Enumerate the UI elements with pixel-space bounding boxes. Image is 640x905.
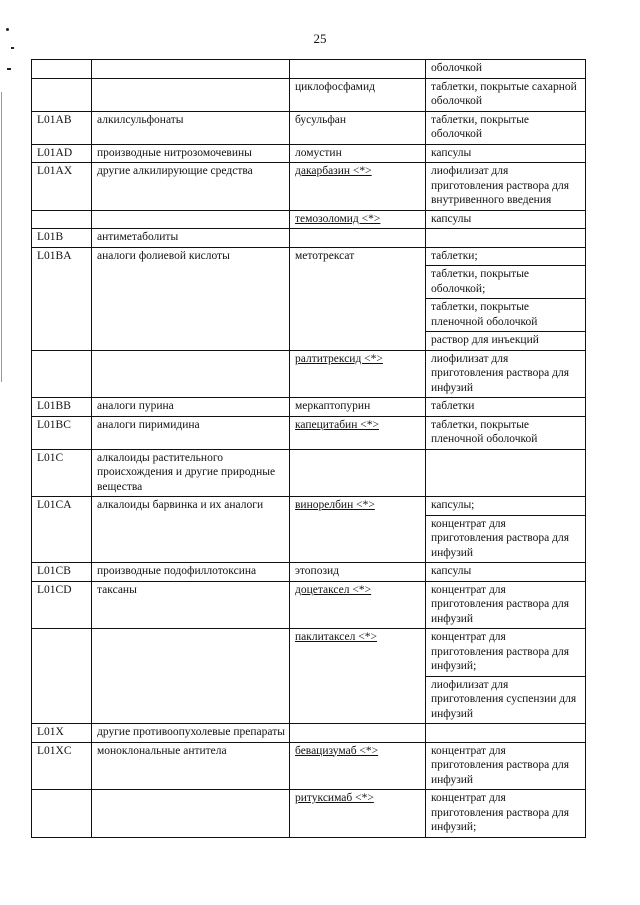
atc-code-cell: L01C <box>32 449 92 497</box>
table-row <box>32 724 586 743</box>
table-row <box>32 144 586 163</box>
table-row <box>32 398 586 417</box>
drug-cell <box>290 229 426 248</box>
dosage-form-cell: капсулы; <box>426 497 586 516</box>
drug-link[interactable]: доцетаксел <*> <box>290 581 426 629</box>
drug-link[interactable]: паклитаксел <*> <box>290 629 426 724</box>
group-cell: производные нитрозомочевины <box>92 144 290 163</box>
dosage-form-cell: капсулы <box>426 563 586 582</box>
dosage-form-cell: лиофилизат для приготовления раствора для инфузий <box>426 350 586 398</box>
table-row <box>32 742 586 790</box>
drug-cell: ломустин <box>290 144 426 163</box>
drug-link[interactable]: дакарбазин <*> <box>290 163 426 211</box>
group-cell: производные подофиллотоксина <box>92 563 290 582</box>
atc-code-cell <box>32 790 92 838</box>
drug-cell <box>290 60 426 79</box>
atc-code-cell: L01AX <box>32 163 92 211</box>
dosage-form-cell: концентрат для приготовления раствора для инфузий; <box>426 629 586 677</box>
table-row <box>32 416 586 449</box>
atc-code-cell <box>32 350 92 398</box>
group-cell: таксаны <box>92 581 290 629</box>
dosage-form-cell: концентрат для приготовления раствора для инфузий <box>426 581 586 629</box>
drug-cell <box>290 724 426 743</box>
drug-cell <box>290 449 426 497</box>
group-cell <box>92 78 290 111</box>
drug-cell: меркаптопурин <box>290 398 426 417</box>
group-cell: антиметаболиты <box>92 229 290 248</box>
table-row <box>32 229 586 248</box>
dosage-form-cell: таблетки <box>426 398 586 417</box>
dosage-form-cell: капсулы <box>426 210 586 229</box>
group-cell: аналоги фолиевой кислоты <box>92 247 290 350</box>
group-cell: другие алкилирующие средства <box>92 163 290 211</box>
group-cell: моноклональные антитела <box>92 742 290 790</box>
atc-code-cell: L01X <box>32 724 92 743</box>
dosage-form-cell: концентрат для приготовления раствора для инфузий <box>426 742 586 790</box>
group-cell: другие противоопухолевые препараты <box>92 724 290 743</box>
drug-link[interactable]: ралтитрексид <*> <box>290 350 426 398</box>
drug-cell: метотрексат <box>290 247 426 350</box>
drug-link[interactable]: темозоломид <*> <box>290 210 426 229</box>
table-row <box>32 247 586 266</box>
dosage-form-cell <box>426 724 586 743</box>
table-row <box>32 449 586 497</box>
table-row <box>32 78 586 111</box>
table-row <box>32 210 586 229</box>
atc-code-cell: L01CD <box>32 581 92 629</box>
group-cell: аналоги пурина <box>92 398 290 417</box>
group-cell <box>92 629 290 724</box>
drug-link[interactable]: винорелбин <*> <box>290 497 426 563</box>
atc-code-cell: L01B <box>32 229 92 248</box>
drug-link[interactable]: капецитабин <*> <box>290 416 426 449</box>
table-row <box>32 111 586 144</box>
atc-code-cell <box>32 629 92 724</box>
dosage-form-cell: лиофилизат для приготовления раствора для внутривенного введения <box>426 163 586 211</box>
atc-code-cell: L01BB <box>32 398 92 417</box>
group-cell: алкалоиды растительного происхождения и другие природные вещества <box>92 449 290 497</box>
scan-mark <box>7 68 11 70</box>
atc-code-cell: L01CB <box>32 563 92 582</box>
binding-edge <box>1 92 2 382</box>
dosage-form-cell: концентрат для приготовления раствора для инфузий; <box>426 790 586 838</box>
group-cell: алкалоиды барвинка и их аналоги <box>92 497 290 563</box>
dosage-form-cell: лиофилизат для приготовления суспензии для инфузий <box>426 676 586 724</box>
dosage-form-cell: таблетки, покрытые оболочкой; <box>426 266 586 299</box>
atc-code-cell <box>32 60 92 79</box>
drug-classification-table <box>31 59 586 838</box>
atc-code-cell: L01BC <box>32 416 92 449</box>
atc-code-cell: L01AB <box>32 111 92 144</box>
table-row <box>32 60 586 79</box>
table-row <box>32 629 586 677</box>
page-number: 25 <box>313 31 327 46</box>
dosage-form-cell: таблетки; <box>426 247 586 266</box>
table-row <box>32 497 586 516</box>
drug-cell: этопозид <box>290 563 426 582</box>
dosage-form-cell: таблетки, покрытые пленочной оболочкой <box>426 299 586 332</box>
dosage-form-cell <box>426 229 586 248</box>
scan-mark <box>11 47 14 49</box>
dosage-form-cell <box>426 449 586 497</box>
group-cell <box>92 790 290 838</box>
dosage-form-cell: концентрат для приготовления раствора для инфузий <box>426 515 586 563</box>
drug-cell: циклофосфамид <box>290 78 426 111</box>
table-row <box>32 350 586 398</box>
group-cell: алкилсульфонаты <box>92 111 290 144</box>
scan-mark <box>6 28 9 31</box>
atc-code-cell <box>32 210 92 229</box>
group-cell: аналоги пиримидина <box>92 416 290 449</box>
drug-cell: бусульфан <box>290 111 426 144</box>
table-row <box>32 563 586 582</box>
dosage-form-cell: раствор для инъекций <box>426 332 586 351</box>
dosage-form-cell: капсулы <box>426 144 586 163</box>
drug-link[interactable]: бевацизумаб <*> <box>290 742 426 790</box>
dosage-form-cell: таблетки, покрытые пленочной оболочкой <box>426 416 586 449</box>
dosage-form-cell: оболочкой <box>426 60 586 79</box>
dosage-form-cell: таблетки, покрытые оболочкой <box>426 111 586 144</box>
group-cell <box>92 210 290 229</box>
atc-code-cell <box>32 78 92 111</box>
atc-code-cell: L01AD <box>32 144 92 163</box>
atc-code-cell: L01BA <box>32 247 92 350</box>
group-cell <box>92 60 290 79</box>
group-cell <box>92 350 290 398</box>
table-row <box>32 581 586 629</box>
atc-code-cell: L01XC <box>32 742 92 790</box>
dosage-form-cell: таблетки, покрытые сахарной оболочкой <box>426 78 586 111</box>
drug-link[interactable]: ритуксимаб <*> <box>290 790 426 838</box>
table-row <box>32 163 586 211</box>
table-row <box>32 790 586 838</box>
atc-code-cell: L01CA <box>32 497 92 563</box>
